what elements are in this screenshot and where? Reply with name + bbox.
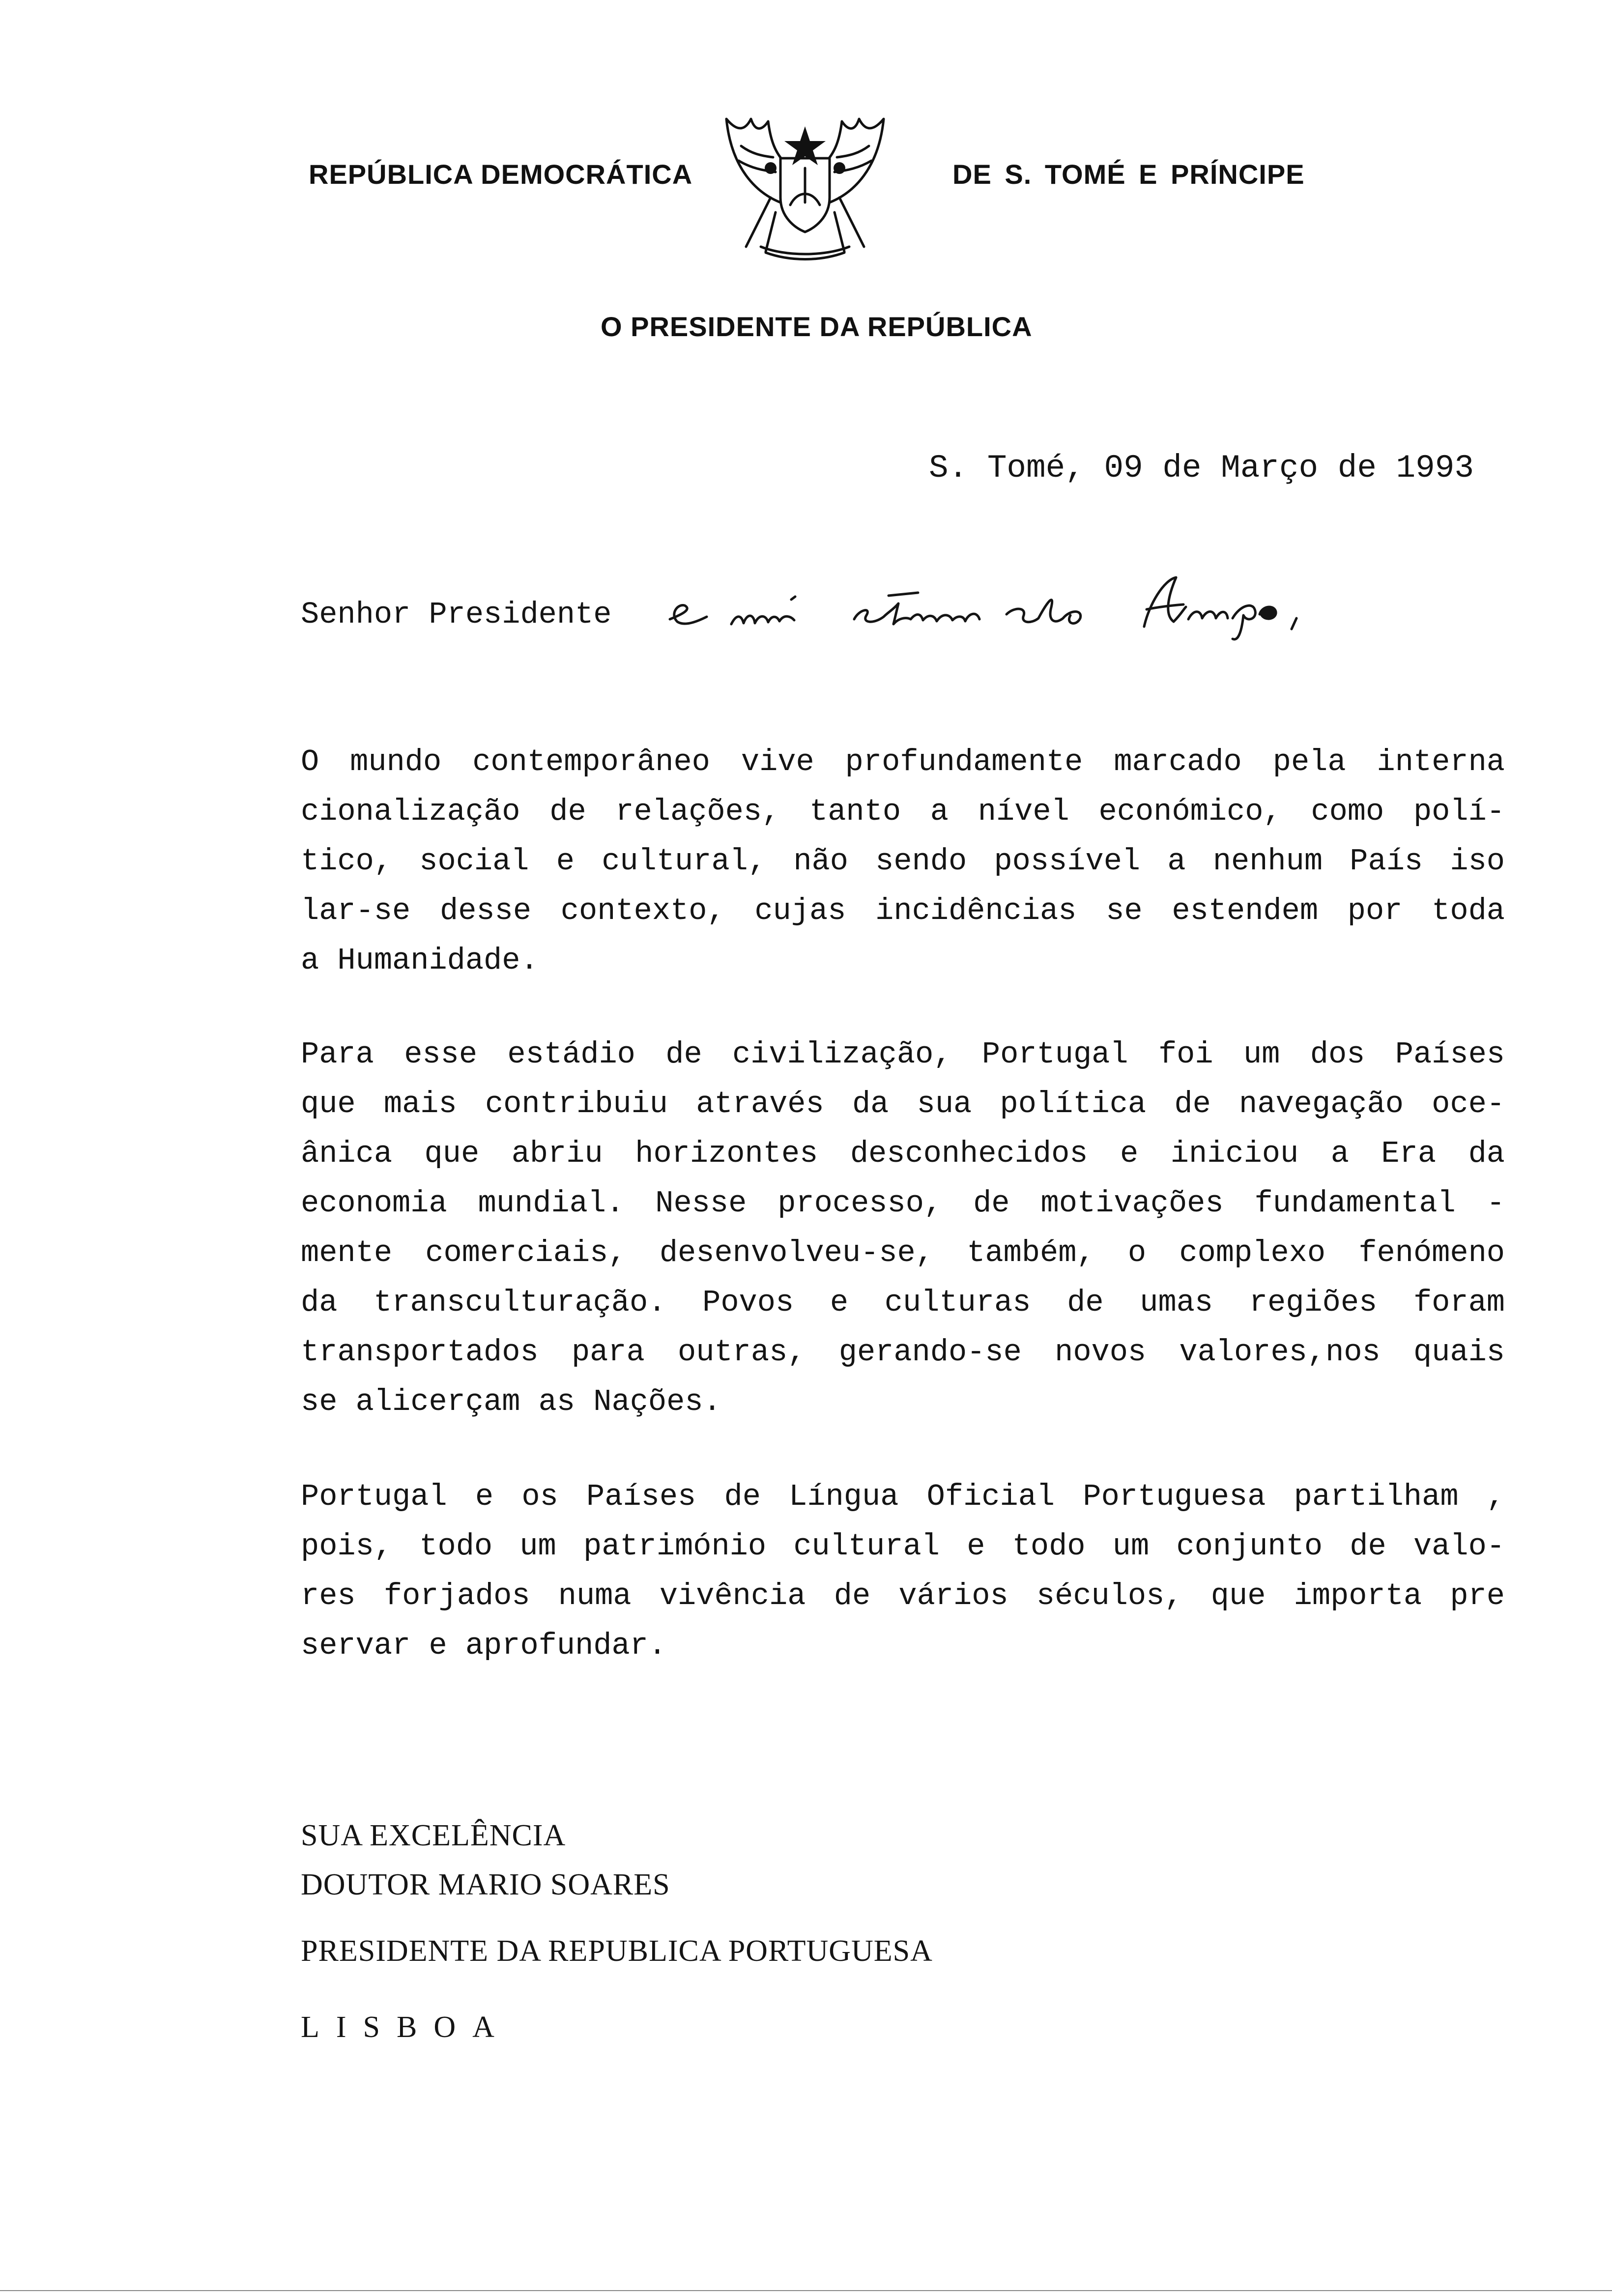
handwritten-salutation	[662, 560, 1351, 644]
paragraph-line: da transculturação. Povos e culturas de umas regiões foram	[301, 1285, 1505, 1320]
paragraph-line: O mundo contemporâneo vive profundamente marcado pela interna	[301, 745, 1505, 779]
paragraph-line: mente comerciais, desenvolveu-se, também, o complexo fenómeno	[301, 1235, 1505, 1270]
salutation-typed: Senhor Presidente	[301, 597, 612, 632]
paragraph-3	[301, 1472, 1505, 1670]
letter-date: S. Tomé, 09 de Março de 1993	[929, 450, 1474, 487]
addressee-city: LISBOA	[301, 2010, 511, 2044]
paragraph-line: res forjados numa vivência de vários séculos, que importa pre	[301, 1578, 1505, 1613]
coat-of-arms-icon	[712, 99, 898, 261]
letterhead-subtitle: O PRESIDENTE DA REPÚBLICA	[601, 311, 1033, 342]
paragraph-line: cionalização de relações, tanto a nível económico, como polí-	[301, 794, 1505, 829]
addressee-title: SUA EXCELÊNCIA	[301, 1819, 566, 1852]
paragraph-line: Portugal e os Países de Língua Oficial Portuguesa partilham ,	[301, 1479, 1505, 1514]
paragraph-line: economia mundial. Nesse processo, de motivações fundamental -	[301, 1186, 1505, 1221]
letterhead-left: REPÚBLICA DEMOCRÁTICA	[309, 159, 693, 190]
paragraph-line: transportados para outras, gerando-se novos valores,nos quais	[301, 1335, 1505, 1370]
paragraph-line: Para esse estádio de civilização, Portugal foi um dos Países	[301, 1037, 1505, 1072]
paragraph-line: a Humanidade.	[301, 943, 539, 978]
paragraph-line: ânica que abriu horizontes desconhecidos e iniciou a Era da	[301, 1136, 1505, 1171]
addressee-name: DOUTOR MARIO SOARES	[301, 1868, 670, 1901]
paragraph-2	[301, 1030, 1505, 1427]
paragraph-line: lar-se desse contexto, cujas incidências se estendem por toda	[301, 893, 1505, 928]
addressee-position: PRESIDENTE DA REPUBLICA PORTUGUESA	[301, 1934, 933, 1968]
paragraph-line: se alicerçam as Nações.	[301, 1384, 721, 1419]
paragraph-1	[301, 737, 1505, 985]
scan-edge-line	[0, 2290, 1612, 2291]
paragraph-line: tico, social e cultural, não sendo possível a nenhum País iso	[301, 844, 1505, 879]
paragraph-line: que mais contribuiu através da sua política de navegação oce-	[301, 1087, 1505, 1121]
paragraph-line: servar e aprofundar.	[301, 1628, 667, 1663]
letterhead-right: DE S. TOMÉ E PRÍNCIPE	[952, 159, 1305, 190]
paragraph-line: pois, todo um património cultural e todo um conjunto de valo-	[301, 1529, 1505, 1564]
